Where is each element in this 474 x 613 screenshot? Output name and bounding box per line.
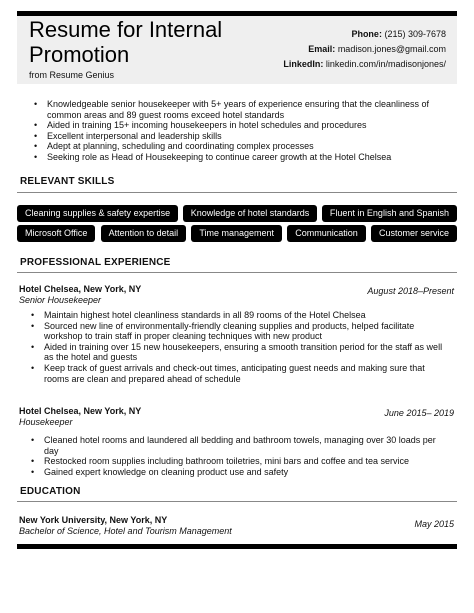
job-organization: Hotel Chelsea, New York, NY [19,406,142,416]
email-line [283,42,446,57]
job-duty: • Keep track of guest arrivals and check-out times, anticipating guest needs and making sure that rooms are clean and prepared ahead of schedule [31,363,443,384]
job-dates: June 2015– 2019 [384,408,454,418]
skill-tag: Time management [191,225,282,242]
experience-divider [17,272,457,273]
skill-tag: Communication [287,225,366,242]
job-entry [19,406,454,477]
education-heading: EDUCATION [20,486,81,497]
phone-line [283,27,446,42]
skills-row-1 [17,205,457,222]
job-entry [19,284,454,384]
skills-row-2 [17,225,457,242]
resume-source: from Resume Genius [29,70,115,80]
skill-tag: Microsoft Office [17,225,95,242]
footer-bar [17,544,457,549]
education-entry [19,515,454,536]
job-duty: • Cleaned hotel rooms and laundered all bedding and bathroom towels, managing over 30 loads per day [31,435,443,456]
job-duty: • Aided in training over 15 new housekeepers, ensuring a smooth transition period for the staff as well as the hotel and guests [31,342,443,363]
skills-divider [17,192,457,193]
resume-title: Resume for Internal Promotion [29,17,223,67]
skill-tag: Knowledge of hotel standards [183,205,318,222]
summary-item: • Excellent interpersonal and leadership skills [34,131,449,142]
job-duty: • Maintain highest hotel cleanliness standards in all 89 rooms of the Hotel Chelsea [31,310,443,321]
summary-item: • Seeking role as Head of Housekeeping to continue career growth at the Hotel Chelsea [34,152,449,163]
education-divider [17,501,457,502]
job-duties [31,310,443,384]
phone-value: (215) 309-7678 [384,29,446,39]
job-duties [31,435,443,477]
summary-list [34,99,449,163]
summary-item: • Aided in training 15+ incoming housekeepers in hotel schedules and procedures [34,120,449,131]
school-name: New York University, New York, NY [19,515,168,525]
skill-tag: Cleaning supplies & safety expertise [17,205,178,222]
summary-item: • Knowledgeable senior housekeeper with 5+ years of experience ensuring that the cleanliness of common areas and 89 guest rooms exceed hotel standards [34,99,449,120]
summary-item: • Adept at planning, scheduling and coordinating complex processes [34,141,449,152]
experience-heading: PROFESSIONAL EXPERIENCE [20,257,171,268]
skill-tag: Customer service [371,225,457,242]
linkedin-label: LinkedIn: [283,59,324,69]
job-duty: • Restocked room supplies including bathroom toiletries, mini bars and coffee and tea service [31,456,443,467]
linkedin-value: linkedin.com/in/madisonjones/ [325,59,446,69]
email-label: Email: [308,44,336,54]
skill-tag: Fluent in English and Spanish [322,205,457,222]
linkedin-line [283,57,446,72]
job-organization: Hotel Chelsea, New York, NY [19,284,142,294]
graduation-date: May 2015 [414,519,454,529]
job-duty: • Sourced new line of environmentally-friendly cleaning supplies and products, helped facilitate workshop to train staff in proper cleaning techniques with new product [31,321,443,342]
job-role: Senior Housekeeper [19,295,102,305]
skill-tag: Attention to detail [101,225,187,242]
phone-label: Phone: [351,29,382,39]
job-duty: • Gained expert knowledge on cleaning product use and safety [31,467,443,478]
skills-heading: RELEVANT SKILLS [20,176,115,187]
email-value: madison.jones@gmail.com [337,44,446,54]
degree-name: Bachelor of Science, Hotel and Tourism Management [19,526,232,536]
job-role: Housekeeper [19,417,73,427]
contact-info [283,27,446,72]
job-dates: August 2018–Present [367,286,454,296]
resume-header [17,16,457,84]
